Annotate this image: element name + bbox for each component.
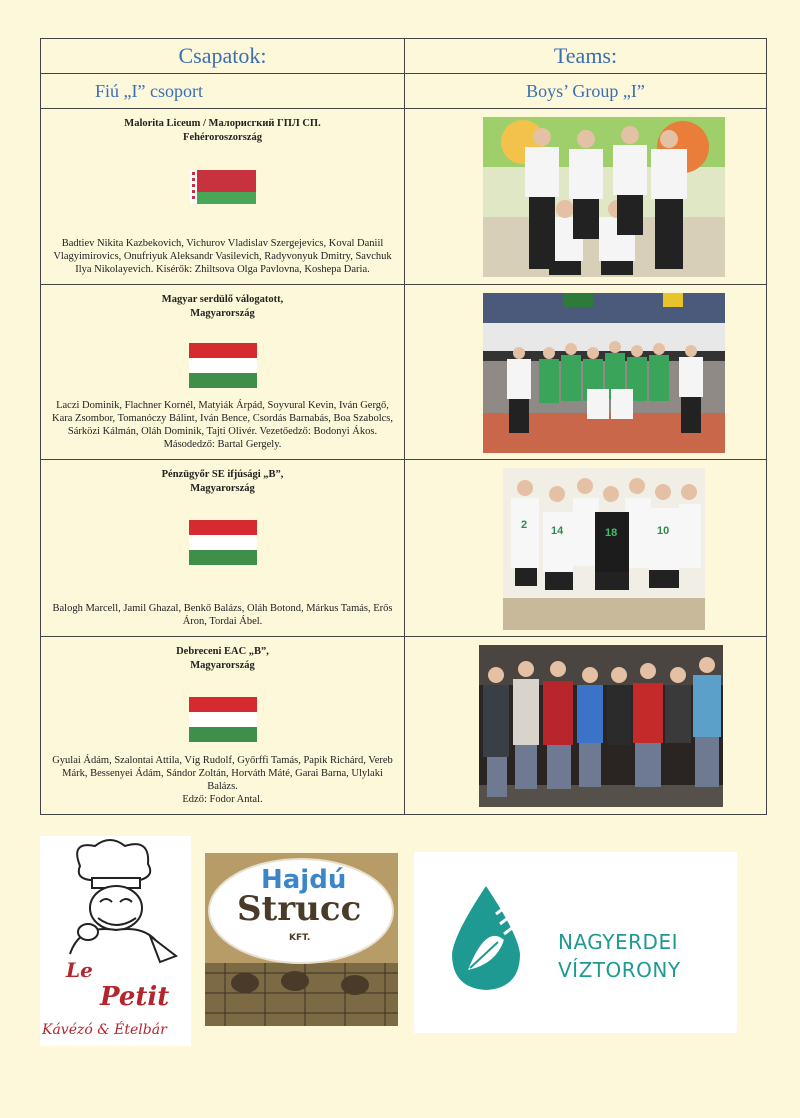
player-list: Laczi Dominik, Flachner Kornél, Matyiák Árpád, Soyvural Kevin, Iván Gergő, Kara Zsombor, Tomanóczy Bálint, Iván Bence, Csordás Barnabás, Boa Szabolcs, Sárközi Kálmán, Oláh Dominik, Tajti Olivér. Vezetőedző: Bodonyi Ákos. Másodedző: Bartal Gergely. [52, 400, 393, 450]
hungary-flag-icon [189, 697, 257, 742]
team-name: Pénzügyőr SE ifjúsági „B”, [161, 469, 284, 480]
hajdu-text: Hajdú [261, 865, 347, 895]
subheader-left: Fiú „I” csoport [41, 74, 405, 109]
player-names: Gyulai Ádám, Szalontai Attila, Víg Rudolf, Győrffi Tamás, Papik Richárd, Vereb Márk, Bessenyei Ádám, Sándor Zoltán, Horváth Máté, Garai Barna, Ulylaki Balázs. [52, 755, 393, 792]
strucc-text: Strucc [237, 889, 362, 929]
team-name: Malorita Liceum / Малорисгкий ГПЛ СП. [124, 118, 321, 129]
subheader-right: Boys’ Group „I” [405, 74, 767, 109]
nagyerdei-text: NAGYERDEI [558, 930, 678, 954]
team-cell-malorita [41, 109, 405, 285]
player-list: Badtiev Nikita Kazbekovich, Vichurov Vladislav Szergejevics, Koval Daniil Vlagyimirovics, Onufriyuk Aleksandr Vasilevich, Radyvonyuk Dmitry, Savchuk Ilya Nikolayevich. Kisérők: Zhiltsova Olga Pavlovna, Koshepa Daria. [53, 238, 392, 275]
player-list: Balogh Marcell, Jamil Ghazal, Benkő Balázs, Oláh Botond, Márkus Tamás, Erős Áron, Tordai Ábel. [52, 603, 393, 627]
hajdu-strucc-logo [205, 853, 398, 1026]
water-drop-icon [446, 884, 526, 994]
team-country: Fehéroroszország [183, 132, 262, 143]
team-photo-penzugyor [503, 468, 705, 630]
svg-text:14: 14 [551, 525, 564, 537]
hungary-flag-icon [189, 343, 257, 388]
team-country: Magyarország [190, 660, 255, 671]
teams-table [40, 38, 767, 815]
viztorony-text: VÍZTORONY [558, 958, 681, 982]
team-photo-cell [405, 109, 767, 285]
le-petit-petit: Petit [100, 982, 170, 1012]
team-photo-cell [405, 460, 767, 637]
coach-name: Edző: Fodor Antal. [182, 794, 263, 805]
le-petit-le: Le [66, 958, 93, 982]
team-country: Magyarország [190, 308, 255, 319]
team-photo-cell [405, 285, 767, 460]
team-photo-debreceni [479, 645, 723, 807]
hungary-flag-icon [189, 520, 257, 565]
team-photo-magyar [483, 293, 725, 453]
header-left: Csapatok: [41, 39, 405, 74]
svg-text:10: 10 [657, 525, 670, 537]
team-photo-malorita [483, 117, 725, 277]
le-petit-subtitle: Kávézó & Ételbár [42, 1022, 167, 1038]
chef-icon [40, 836, 191, 966]
kft-text: KFT. [289, 933, 311, 943]
le-petit-logo [40, 836, 191, 1046]
team-name: Magyar serdülő válogatott, [161, 294, 284, 305]
nagyerdei-viztorony-logo [414, 852, 737, 1033]
belarus-flag-icon [190, 170, 256, 204]
svg-text:2: 2 [521, 519, 528, 531]
svg-text:18: 18 [605, 527, 618, 539]
team-cell-debreceni [41, 637, 405, 815]
team-cell-magyar [41, 285, 405, 460]
header-right: Teams: [405, 39, 767, 74]
player-list [49, 754, 396, 806]
team-name: Debreceni EAC „B”, [176, 646, 269, 657]
team-cell-penzugyor [41, 460, 405, 637]
team-photo-cell [405, 637, 767, 815]
team-country: Magyarország [190, 483, 255, 494]
